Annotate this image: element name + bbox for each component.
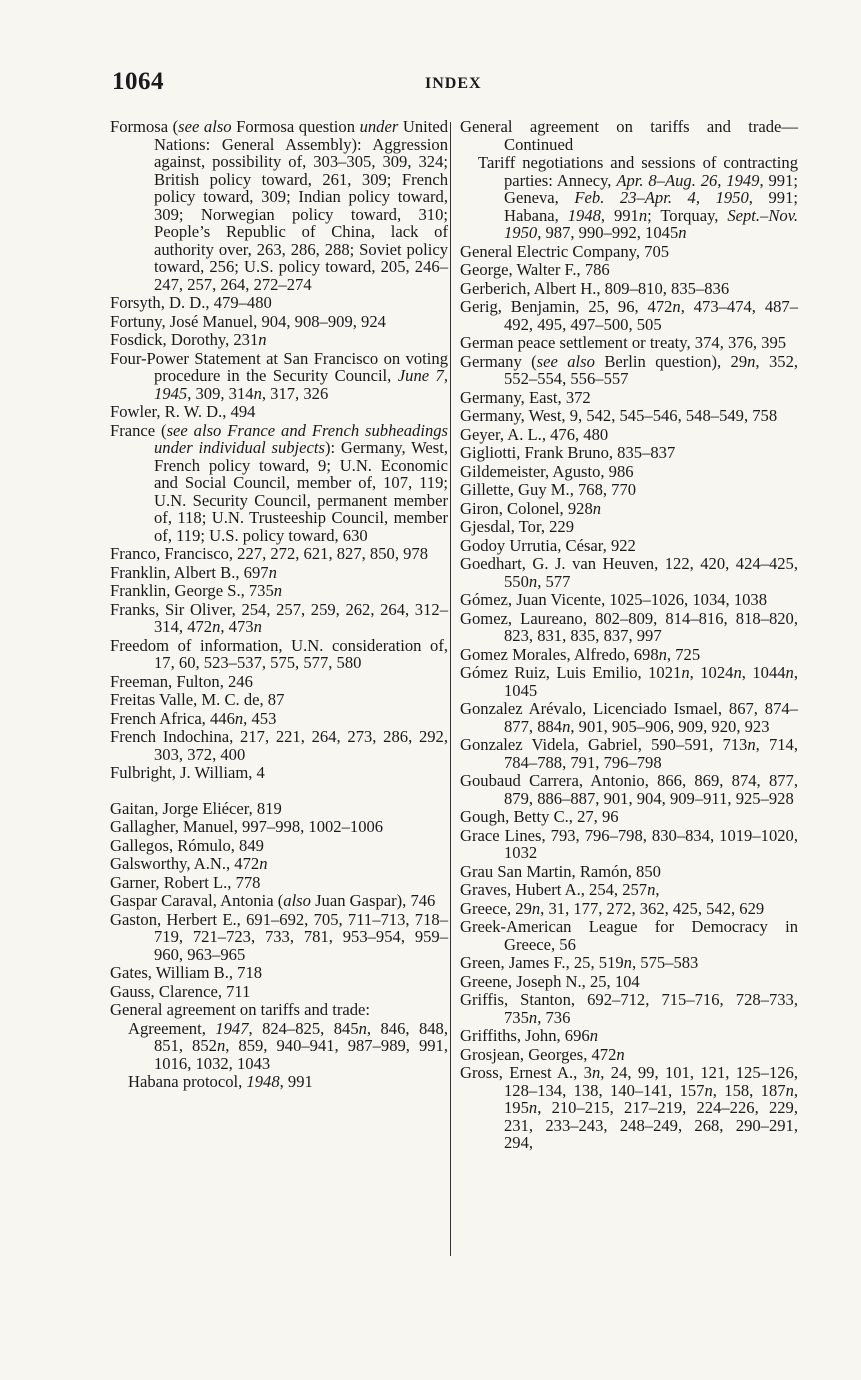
index-entry: Goubaud Carrera, Antonio, 866, 869, 874, 877, 879, 886–887, 901, 904, 909–911, 925–928 [460,771,798,808]
index-entry: French Africa, 446n, 453 [110,708,277,728]
index-entry: George, Walter F., 786 [460,260,610,279]
index-entry: Gonzalez Arévalo, Licenciado Ismael, 867, 874–877, 884n, 901, 905–906, 909, 920, 923 [460,699,798,736]
index-entry: Germany (see also Berlin question), 29n, 352, 552–554, 556–557 [460,351,799,388]
index-entry: Griffis, Stanton, 692–712, 715–716, 728–733, 735n, 736 [460,990,798,1027]
index-entry: France (see also France and French subheadings under individual subjects): Germany, West, French policy toward, 9; U.N. Economic and Social Council, member of, 107, 119; U.N. Security Council, permanent member of, 118; U.N. Trusteeship Council, member of, 119; U.S. policy toward, 630 [110,420,448,545]
index-entry: Gough, Betty C., 27, 96 [460,807,619,826]
index-entry: Freeman, Fulton, 246 [110,671,253,691]
index-subentry: Habana protocol, 1948, 991 [128,1072,313,1091]
index-entry: Gómez, Juan Vicente, 1025–1026, 1034, 1038 [460,590,768,609]
index-entry: Gómez Ruiz, Luis Emilio, 1021n, 1024n, 1044n, 1045 [460,663,798,700]
index-entry: Forsyth, D. D., 479–480 [110,293,272,312]
index-entry: Greene, Joseph N., 25, 104 [460,971,640,991]
index-column-right [460,118,798,1153]
index-entry: Geyer, A. L., 476, 480 [460,424,609,444]
index-entry: Fosdick, Dorothy, 231n [110,330,267,349]
index-entry: Gomez, Laureano, 802–809, 814–816, 818–820, 823, 831, 835, 837, 997 [460,608,798,645]
index-entry: Gomez Morales, Alfredo, 698n, 725 [460,644,701,664]
index-entry: Freedom of information, U.N. consideration of, 17, 60, 523–537, 575, 577, 580 [110,635,448,672]
index-subentry: Tariff negotiations and sessions of contracting parties: Annecy, Apr. 8–Aug. 26, 1949, 991; Geneva, Feb. 23–Apr. 4, 1950, 991; Habana, 1948, 991n; Torquay, Sept.–Nov. 1950, 987, 990–992, 1045n [478,153,798,242]
index-entry: Giron, Colonel, 928n [460,498,602,518]
index-entry: Graves, Hubert A., 254, 257n, [460,880,660,899]
index-entry: Fortuny, José Manuel, 904, 908–909, 924 [110,311,386,331]
index-entry: Gross, Ernest A., 3n, 24, 99, 101, 121, 125–126, 128–134, 138, 140–141, 157n, 158, 187n, 195n, 210–215, 217–219, 224–226, 229, 231, 233–243, 248–249, 268, 290–291, 294, [460,1063,799,1152]
index-entry: Gallagher, Manuel, 997–998, 1002–1006 [110,817,384,836]
index-entry: Franklin, Albert B., 697n [110,562,277,582]
index-entry: Greek-American League for Democracy in Greece, 56 [460,917,798,954]
letter-gap [110,783,448,800]
index-entry: Gaston, Herbert E., 691–692, 705, 711–713, 718–719, 721–723, 733, 781, 953–954, 959–960, 963–965 [110,909,448,964]
page-number: 1064 [112,68,164,95]
index-entry: Fowler, R. W. D., 494 [110,402,256,421]
index-entry: General agreement on tariffs and trade: [110,1000,370,1019]
index-entry: German peace settlement or treaty, 374, 376, 395 [460,333,787,352]
index-entry: Fulbright, J. William, 4 [110,763,265,782]
index-entry: Gillette, Guy M., 768, 770 [460,480,637,499]
index-entry: Gallegos, Rómulo, 849 [110,835,264,855]
index-entry: Garner, Robert L., 778 [110,872,261,892]
index-entry: Franco, Francisco, 227, 272, 621, 827, 850, 978 [110,544,429,563]
index-entry: Gjesdal, Tor, 229 [460,517,575,536]
index-entry: Gonzalez Videla, Gabriel, 590–591, 713n, 714, 784–788, 791, 796–798 [460,735,798,772]
index-entry: Godoy Urrutia, César, 922 [460,535,636,555]
index-entry: Gaspar Caraval, Antonia (also Juan Gaspar), 746 [110,891,436,910]
running-head: INDEX [425,75,482,92]
index-entry: Gildemeister, Agusto, 986 [460,461,634,481]
index-column-left [110,118,448,1092]
index-entry: Four-Power Statement at San Francisco on voting procedure in the Security Council, June 7, 1945, 309, 314n, 317, 326 [110,348,449,403]
index-entry: Gauss, Clarence, 711 [110,981,251,1001]
index-entry: Germany, West, 9, 542, 545–546, 548–549, 758 [460,406,778,425]
index-entry: Gerig, Benjamin, 25, 96, 472n, 473–474, 487–492, 495, 497–500, 505 [460,297,798,334]
index-entry: General Electric Company, 705 [460,241,670,261]
index-subentry: Agreement, 1947, 824–825, 845n, 846, 848, 851, 852n, 859, 940–941, 987–989, 991, 1016, 1032, 1043 [128,1018,448,1073]
index-entry: French Indochina, 217, 221, 264, 273, 286, 292, 303, 372, 400 [110,727,448,764]
index-entry: Germany, East, 372 [460,387,591,407]
index-entry: Franklin, George S., 735n [110,581,283,600]
index-entry: Grosjean, Georges, 472n [460,1044,625,1064]
index-entry: Greece, 29n, 31, 177, 272, 362, 425, 542, 629 [460,898,765,918]
index-entry: Gigliotti, Frank Bruno, 835–837 [460,443,676,462]
index-entry: Freitas Valle, M. C. de, 87 [110,690,285,709]
index-entry: Galsworthy, A.N., 472n [110,854,268,873]
index-entry: Grau San Martin, Ramón, 850 [460,861,661,881]
index-entry: Griffiths, John, 696n [460,1026,598,1045]
index-entry: Grace Lines, 793, 796–798, 830–834, 1019–1020, 1032 [460,825,798,862]
index-entry: Gates, William B., 718 [110,963,263,982]
index-entry: Goedhart, G. J. van Heuven, 122, 420, 424–425, 550n, 577 [460,554,798,591]
index-entry: Gaitan, Jorge Eliécer, 819 [110,798,282,818]
index-entry: Formosa (see also Formosa question under United Nations: General Assembly): Aggression against, possibility of, 303–305, 309, 324; British policy toward, 261, 309; French policy toward, 309; Indian policy toward, 309; Norwegian policy toward, 310; People’s Republic of China, lack of authority over, 263, 286, 288; Soviet policy toward, 256; U.S. policy toward, 205, 246–247, 257, 264, 272–274 [110,117,448,294]
index-entry: General agreement on tariffs and trade—Continued [460,117,798,154]
index-entry: Green, James F., 25, 519n, 575–583 [460,953,699,972]
column-divider [450,122,451,1256]
index-entry: Franks, Sir Oliver, 254, 257, 259, 262, 264, 312–314, 472n, 473n [110,599,448,636]
index-entry: Gerberich, Albert H., 809–810, 835–836 [460,278,730,298]
